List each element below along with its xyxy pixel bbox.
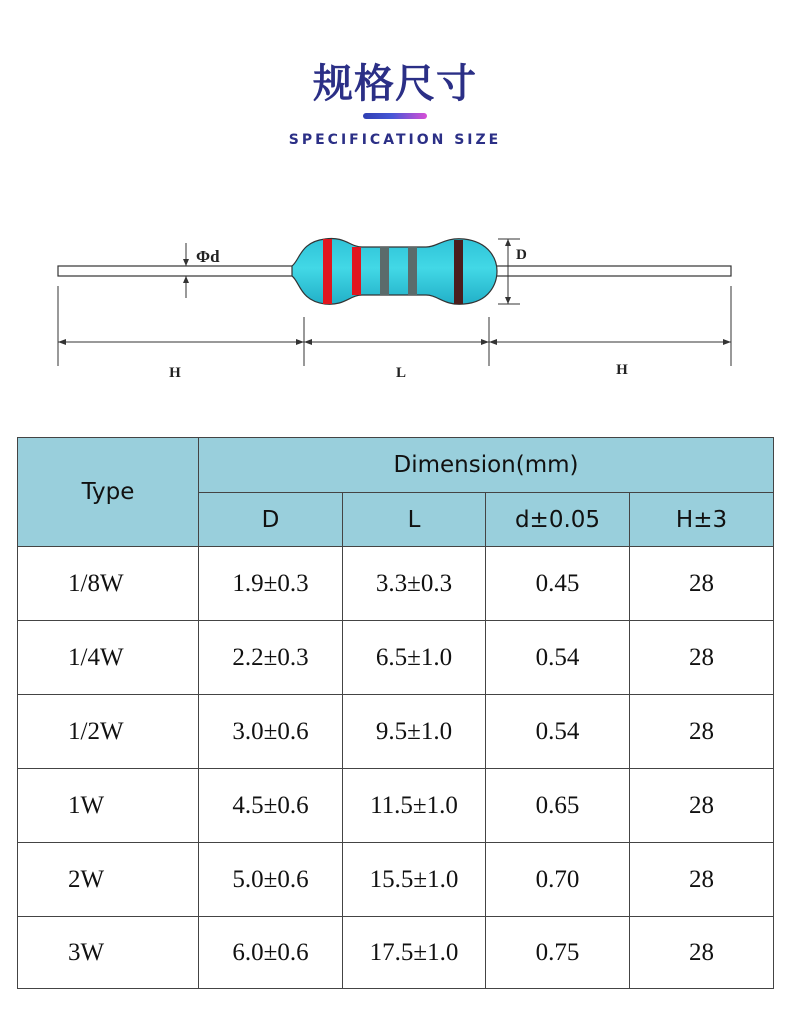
cell-d: 0.54: [486, 695, 630, 769]
cell-L: 17.5±1.0: [343, 917, 486, 989]
page-subtitle: SPECIFICATION SIZE: [288, 132, 502, 148]
cell-d: 0.65: [486, 769, 630, 843]
cell-type: 1W: [18, 769, 199, 843]
dimension-header: Dimension(mm): [393, 452, 579, 478]
title-underline: [363, 113, 427, 119]
band-3: [380, 247, 389, 295]
label-H-right: H: [616, 362, 628, 378]
column-header-L: L: [343, 493, 486, 547]
left-lead: [58, 266, 293, 276]
cell-D: 2.2±0.3: [199, 621, 343, 695]
cell-type: 1/2W: [18, 695, 199, 769]
table-row: [18, 843, 774, 917]
cell-type: 1/8W: [18, 547, 199, 621]
resistor-body: [292, 238, 497, 304]
table-row: [18, 695, 774, 769]
cell-H: 28: [630, 547, 774, 621]
table-row: [18, 547, 774, 621]
cell-d: 0.54: [486, 621, 630, 695]
cell-L: 3.3±0.3: [343, 547, 486, 621]
label-H-left: H: [169, 365, 181, 381]
cell-L: 11.5±1.0: [343, 769, 486, 843]
cell-D: 6.0±0.6: [199, 917, 343, 989]
band-4: [408, 247, 417, 295]
band-5: [454, 240, 463, 304]
specification-table: [17, 437, 774, 989]
cell-d: 0.70: [486, 843, 630, 917]
band-1: [323, 239, 332, 304]
cell-D: 5.0±0.6: [199, 843, 343, 917]
cell-H: 28: [630, 695, 774, 769]
column-header-H: H±3: [630, 493, 774, 547]
cell-d: 0.75: [486, 917, 630, 989]
type-header: Type: [81, 479, 135, 505]
label-phi-d: Φd: [196, 247, 220, 266]
resistor-dimension-diagram: [0, 220, 790, 400]
cell-L: 6.5±1.0: [343, 621, 486, 695]
table-row: [18, 769, 774, 843]
cell-H: 28: [630, 621, 774, 695]
label-L: L: [395, 365, 407, 381]
cell-type: 2W: [18, 843, 199, 917]
table-row: [18, 621, 774, 695]
label-D: D: [516, 247, 527, 263]
cell-d: 0.45: [486, 547, 630, 621]
column-header-d: d±0.05: [486, 493, 630, 547]
table-row: [18, 917, 774, 989]
band-2: [352, 247, 361, 295]
cell-D: 4.5±0.6: [199, 769, 343, 843]
table-header-row: [18, 438, 774, 493]
cell-H: 28: [630, 917, 774, 989]
right-lead: [495, 266, 731, 276]
dimension-header-cell: [199, 438, 774, 493]
cell-H: 28: [630, 843, 774, 917]
page-title: 规格尺寸: [313, 61, 477, 107]
cell-L: 15.5±1.0: [343, 843, 486, 917]
cell-L: 9.5±1.0: [343, 695, 486, 769]
cell-H: 28: [630, 769, 774, 843]
cell-D: 3.0±0.6: [199, 695, 343, 769]
cell-D: 1.9±0.3: [199, 547, 343, 621]
page-header: [0, 0, 790, 160]
cell-type: 3W: [18, 917, 199, 989]
column-header-D: D: [199, 493, 343, 547]
cell-type: 1/4W: [18, 621, 199, 695]
type-header-cell: [18, 438, 199, 547]
